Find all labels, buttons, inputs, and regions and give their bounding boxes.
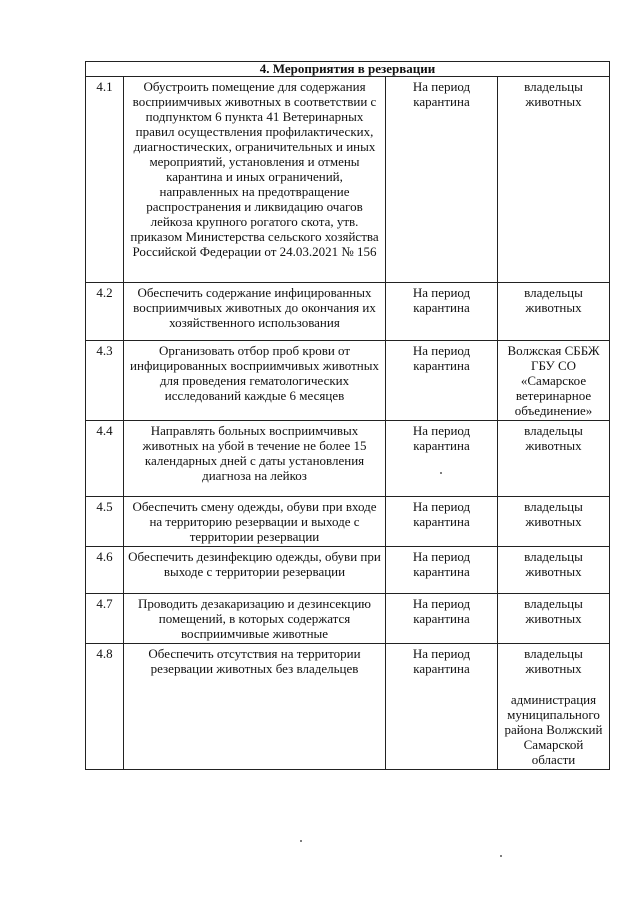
measure-description: Организовать отбор проб крови от инфицированных восприимчивых животных для проведения гематологических исследований каждые 6 месяцев: [124, 341, 386, 421]
table-row: [86, 644, 610, 770]
table-row: [86, 421, 610, 497]
scan-speck: [440, 472, 442, 474]
table-row: [86, 283, 610, 341]
responsible-text: Волжская СББЖ ГБУ СО «Самарское ветеринарное объединение»: [507, 343, 600, 418]
row-number: 4.3: [86, 341, 124, 421]
measures-table: [85, 61, 610, 770]
period-cell: На период карантина: [386, 644, 498, 770]
responsible-text: владельцы животных: [524, 549, 583, 579]
scan-speck: [300, 840, 302, 842]
table-row: [86, 547, 610, 594]
measure-description: Обустроить помещение для содержания восприимчивых животных в соответствии с подпунктом 6 пункта 41 Ветеринарных правил осуществления профилактических, диагностических, ограничительных и иных мероприятий, установления и отмены карантина и иных ограничений, направленных на предотвращение распространения и ликвидацию очагов лейкоза крупного рогатого скота, утв. приказом Министерства сельского хозяйства Российской Федерации от 24.03.2021 № 156: [124, 77, 386, 283]
row-number: 4.5: [86, 497, 124, 547]
table-row: [86, 341, 610, 421]
responsible-text: владельцы животных: [524, 596, 583, 626]
measure-description: Проводить дезакаризацию и дезинсекцию помещений, в которых содержатся восприимчивые животные: [124, 594, 386, 644]
responsible-text: владельцы животных: [524, 79, 583, 109]
period-cell: На период карантина: [386, 497, 498, 547]
measure-description: Обеспечить отсутствия на территории резервации животных без владельцев: [124, 644, 386, 770]
responsible-cell: [498, 421, 610, 497]
responsible-cell: [498, 547, 610, 594]
responsible-cell: [498, 283, 610, 341]
row-number: 4.4: [86, 421, 124, 497]
row-number: 4.1: [86, 77, 124, 283]
row-number: 4.6: [86, 547, 124, 594]
measure-description: Обеспечить содержание инфицированных восприимчивых животных до окончания их хозяйственного использования: [124, 283, 386, 341]
period-cell: На период карантина: [386, 341, 498, 421]
table-row: [86, 77, 610, 283]
responsible-cell: [498, 341, 610, 421]
period-cell: На период карантина: [386, 421, 498, 497]
period-cell: На период карантина: [386, 283, 498, 341]
measure-description: Обеспечить смену одежды, обуви при входе на территорию резервации и выходе с территории резервации: [124, 497, 386, 547]
period-cell: На период карантина: [386, 594, 498, 644]
section-title: 4. Мероприятия в резервации: [86, 62, 610, 77]
period-cell: На период карантина: [386, 77, 498, 283]
scan-speck: [500, 855, 502, 857]
measure-description: Обеспечить дезинфекцию одежды, обуви при выходе с территории резервации: [124, 547, 386, 594]
responsible-text: владельцы животных: [524, 646, 583, 676]
responsible-text: владельцы животных: [524, 285, 583, 315]
row-number: 4.2: [86, 283, 124, 341]
measure-description: Направлять больных восприимчивых животных на убой в течение не более 15 календарных дней с даты установления диагноза на лейкоз: [124, 421, 386, 497]
row-number: 4.8: [86, 644, 124, 770]
period-cell: На период карантина: [386, 547, 498, 594]
responsible-cell: [498, 497, 610, 547]
responsible-cell: [498, 77, 610, 283]
responsible-text: владельцы животных: [524, 423, 583, 453]
row-number: 4.7: [86, 594, 124, 644]
responsible-extra-text: администрация муниципального района Волжский Самарской области: [504, 692, 603, 767]
table-row: [86, 594, 610, 644]
responsible-cell: [498, 644, 610, 770]
table-row: [86, 497, 610, 547]
responsible-text: владельцы животных: [524, 499, 583, 529]
responsible-cell: [498, 594, 610, 644]
